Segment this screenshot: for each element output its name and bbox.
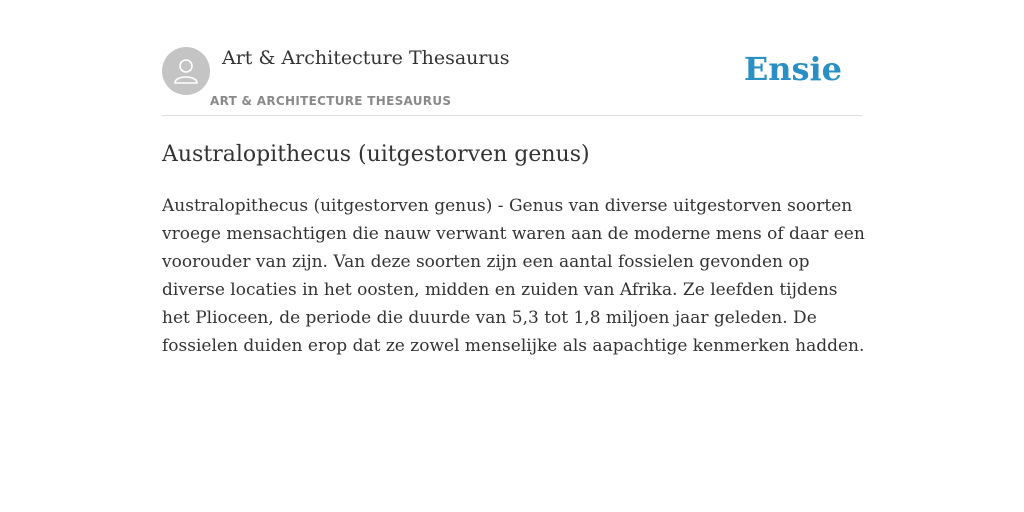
entry-title: Australopithecus (uitgestorven genus) [162,142,590,167]
avatar[interactable] [162,47,210,95]
user-icon [171,56,201,86]
body-line: fossielen duiden erop dat ze zowel menselijke als aapachtige kenmerken hadden. [162,336,865,356]
entry-body [162,192,882,360]
body-line: het Plioceen, de periode die duurde van 5,3 tot 1,8 miljoen jaar geleden. De [162,308,817,328]
source-label: ART & ARCHITECTURE THESAURUS [210,94,452,108]
body-line: diverse locaties in het oosten, midden en zuiden van Afrika. Ze leefden tijdens [162,280,838,300]
body-line: Australopithecus (uitgestorven genus) - Genus van diverse uitgestorven soorten [162,196,853,216]
entry-header [162,46,862,116]
brand-logo[interactable]: Ensie [743,50,842,88]
body-line: voorouder van zijn. Van deze soorten zijn een aantal fossielen gevonden op [162,252,810,272]
body-line: vroege mensachtigen die nauw verwant waren aan de moderne mens of daar een [162,224,865,244]
author-name[interactable]: Art & Architecture Thesaurus [222,47,510,69]
